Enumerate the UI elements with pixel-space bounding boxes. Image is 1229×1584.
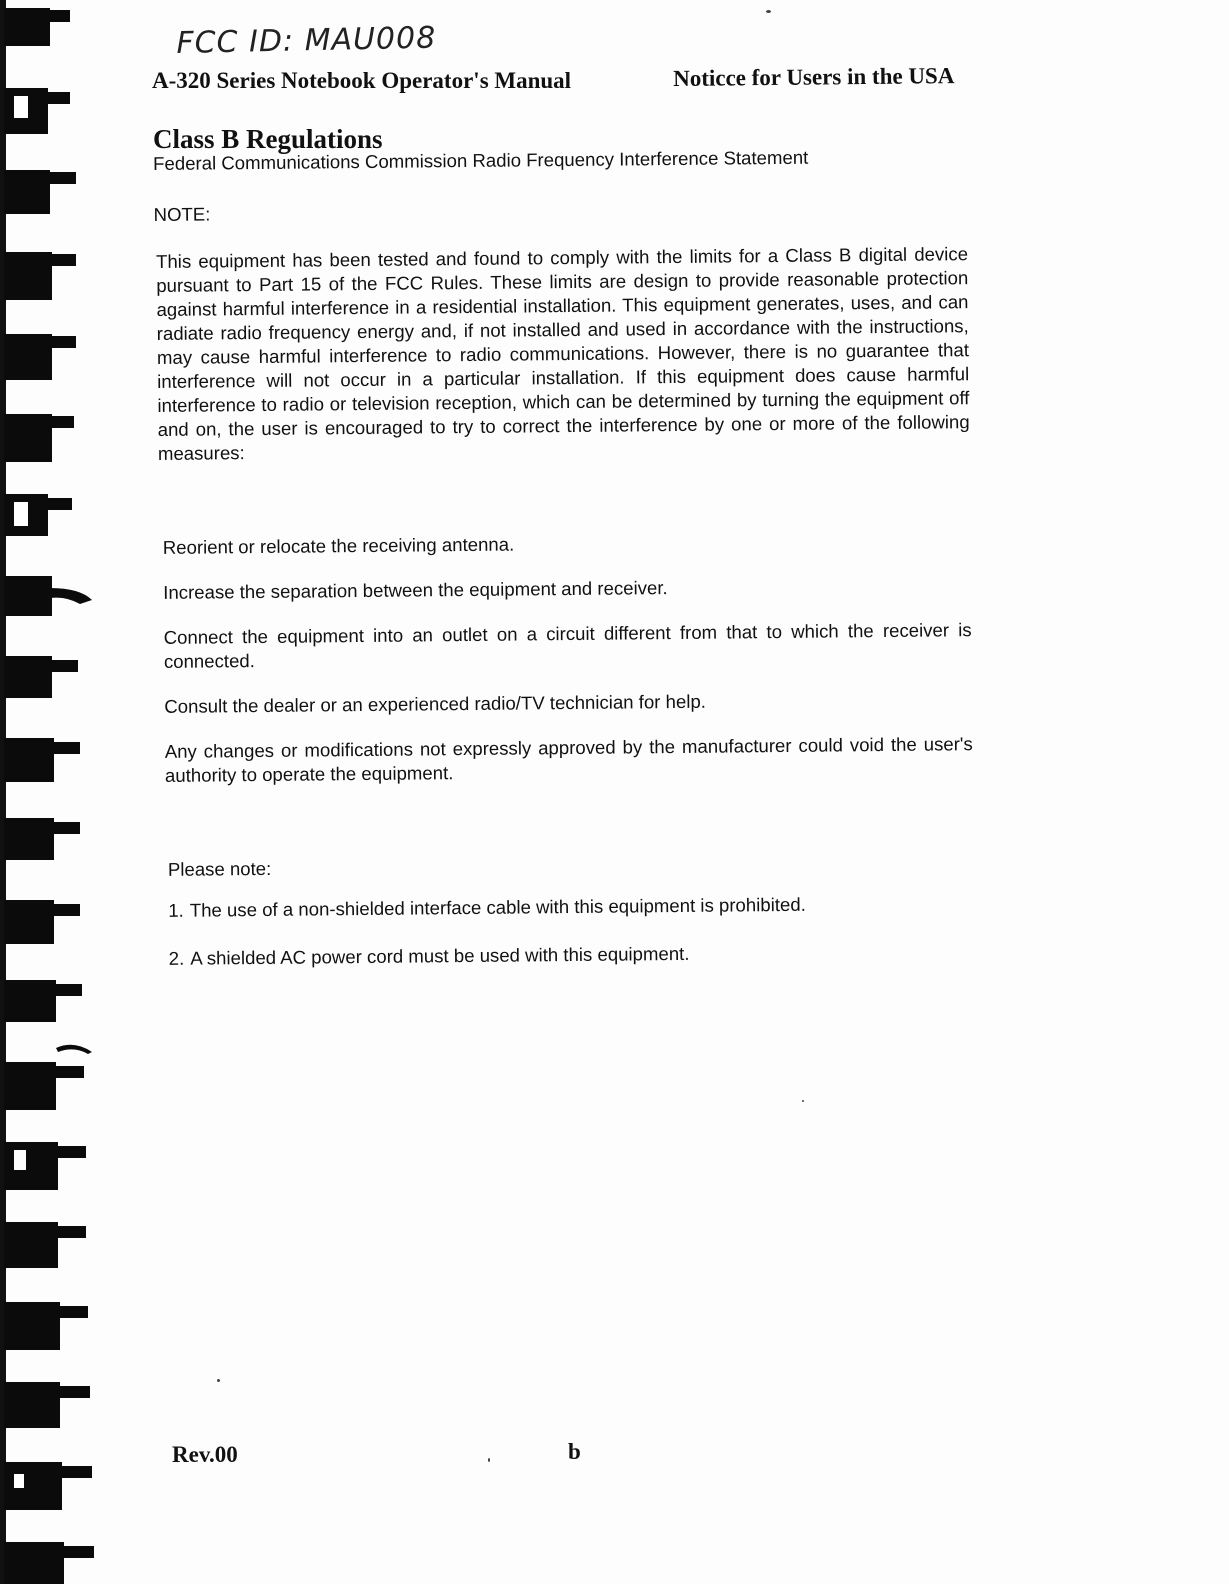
content [153, 144, 975, 995]
item-number: 2. [168, 947, 185, 969]
section-title: Noticce for Users in the USA [673, 63, 955, 91]
measure-item: Consult the dealer or an experienced radio/TV technician for help. [164, 690, 707, 717]
item-number: 1. [168, 899, 184, 921]
list-item [169, 939, 975, 971]
page-title: Class B Regulations [153, 124, 383, 154]
note-label: NOTE: [153, 203, 211, 225]
item-text: A shielded AC power cord must be used with this equipment. [190, 942, 690, 969]
changes-notice: Any changes or modifications not expressly approved by the manufacturer could void the user's authority to operate the equipment. [164, 733, 973, 786]
scan-speck [766, 10, 771, 13]
manual-title: A-320 Series Notebook Operator's Manual [152, 68, 572, 93]
spiral-binding [0, 0, 100, 1584]
please-note-label: Please note: [167, 857, 272, 880]
compliance-paragraph: This equipment has been tested and found to comply with the limits for a Class B digital device pursuant to Part 15 of the FCC Rules. These limits are design to provide reasonable protection against harmful interference in a residential installation. This equipment generates, uses, and can radiate radio frequency energy and, if not installed and used in accordance with the instructions, may cause harmful interference to radio communications. However, there is no guarantee that interference will not occur in a particular installation. If this equipment does cause harmful interference to radio or television reception, which can be determined by turning the equipment off and on, the user is encouraged to try to correct the interference by one or more of the following measures: [155, 243, 970, 464]
handwritten-fcc-id: FCC ID: MAU008 [176, 20, 437, 61]
measures-list [157, 528, 973, 719]
scan-speck [217, 1379, 220, 1382]
measure-item: Increase the separation between the equipment and receiver. [163, 577, 668, 603]
item-text: The use of a non-shielded interface cable with this equipment is prohibited. [189, 893, 806, 921]
measure-item: Connect the equipment into an outlet on a circuit different from that to which the receiver is connected. [163, 619, 972, 672]
page-number: b [568, 1439, 581, 1464]
revision-label: Rev.00 [172, 1442, 238, 1467]
subtitle: Federal Communications Commission Radio Frequency Interference Statement [153, 146, 809, 174]
list-item [168, 891, 974, 923]
measure-item: Reorient or relocate the receiving antenna. [162, 533, 515, 558]
please-note-list [160, 891, 975, 971]
scan-speck [802, 1100, 804, 1102]
scan-speck [488, 1458, 490, 1462]
